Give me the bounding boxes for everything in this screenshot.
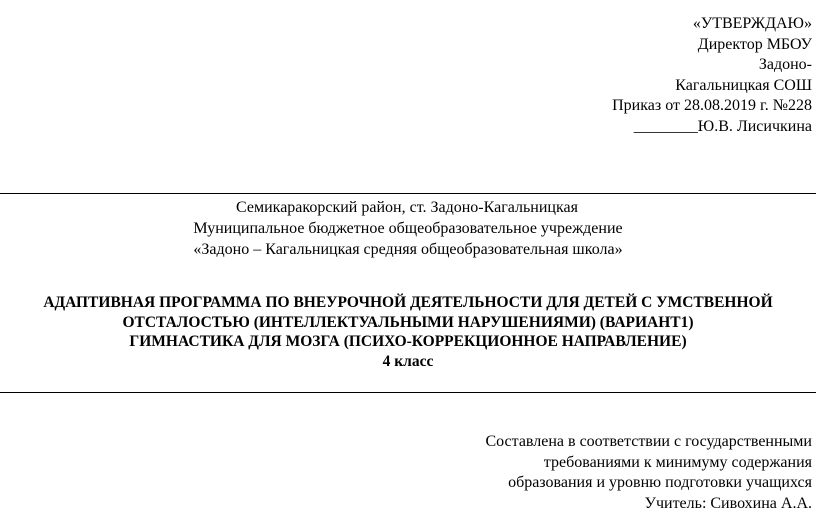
approval-signature: ________Ю.В. Лисичкина [633,117,812,135]
institution-name: «Задоно – Кагальницкая средняя общеобразовательная школа» [193,241,623,258]
compiled-line-2: требованиями к минимуму содержания [543,453,812,471]
compiled-line-3: образования и уровню подготовки учащихся [508,474,812,491]
teacher-name: Учитель: Сивохина А.А. [644,494,812,512]
program-title [0,293,816,371]
approval-school-part1: Задоно- [758,56,812,73]
approval-heading: «УТВЕРЖДАЮ» [692,15,812,32]
program-title-line-3: ГИМНАСТИКА ДЛЯ МОЗГА (ПСИХО-КОРРЕКЦИОННОЕ НАПРАВЛЕНИЕ) [129,333,687,350]
program-title-line-1: АДАПТИВНАЯ ПРОГРАММА ПО ВНЕУРОЧНОЙ ДЕЯТЕЛЬНОСТИ ДЛЯ ДЕТЕЙ С УМСТВЕННОЙ [43,294,773,311]
institution-location: Семикаракорский район, ст. Задоно-Кагальницкая [236,199,578,216]
top-divider [0,193,816,194]
approval-block [492,14,812,137]
compiled-line-1: Составлена в соответствии с государственными [485,433,812,450]
compiled-block [412,432,812,514]
bottom-divider [0,392,816,393]
program-grade: 4 класс [382,352,434,370]
program-title-line-2: ОТСТАЛОСТЬЮ (ИНТЕЛЛЕКТУАЛЬНЫМИ НАРУШЕНИЯМИ) (ВАРИАНТ1) [122,313,694,331]
approval-school-part2: Кагальницкая СОШ [675,76,812,94]
approval-order: Приказ от 28.08.2019 г. №228 [612,97,812,114]
institution-type: Муниципальное бюджетное общеобразовательное учреждение [193,220,623,237]
approval-position: Директор МБОУ [697,35,812,53]
institution-block [0,197,816,260]
